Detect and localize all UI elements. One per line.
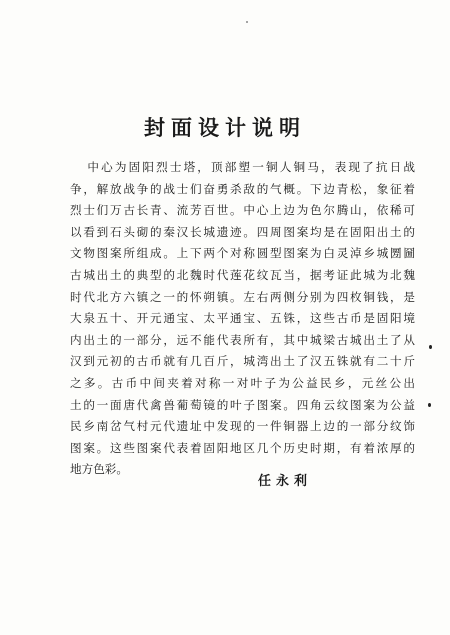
- text-line: 争，解放战争的战士们奋勇杀敌的气概。下边青松，象征着: [70, 181, 415, 196]
- text-line: 古城出土的典型的北魏时代莲花纹瓦当，据考证此城为北魏: [70, 267, 415, 282]
- scan-speck: [428, 403, 431, 407]
- scan-speck: [246, 21, 248, 23]
- text-line: 以看到石头砌的秦汉长城遗迹。四周图案均是在固阳出土的: [70, 224, 415, 239]
- text-line: 民乡南岔气村元代遗址中发现的一件铜器上边的一部分纹饰: [70, 419, 415, 434]
- text-line: 烈士们万古长青、流芳百世。中心上边为色尔腾山，依稀可: [70, 203, 415, 218]
- text-line: 地方色彩。: [70, 462, 128, 477]
- body-text: [70, 157, 415, 481]
- author-name: 任永利: [258, 474, 313, 489]
- text-line: 土的一面唐代禽兽葡萄镜的叶子图案。四角云纹图案为公益: [70, 397, 415, 412]
- text-line: 内出土的一部分，远不能代表所有，其中城梁古城出土了从: [70, 332, 415, 347]
- page-title: 封面设计说明: [144, 116, 306, 140]
- scan-speck: [429, 345, 432, 349]
- text-line: 中心为固阳烈士塔，顶部塑一铜人铜马，表现了抗日战: [87, 160, 415, 174]
- text-line: 文物图案所组成。上下两个对称圆型图案为白灵淖乡城圐圙: [70, 246, 415, 261]
- text-line: 汉到元初的古币就有几百斤，城湾出土了汉五铢就有二十斤: [70, 354, 415, 369]
- text-line: 大泉五十、开元通宝、太平通宝、五铢，这些古币是固阳境: [70, 311, 415, 326]
- text-line: 时代北方六镇之一的怀朔镇。左右两侧分别为四枚铜钱，是: [70, 289, 415, 304]
- text-line: 图案。这些图案代表着固阳地区几个历史时期，有着浓厚的: [70, 440, 415, 455]
- text-line: 之多。古币中间夹着对称一对叶子为公益民乡，元丝公出: [70, 375, 415, 390]
